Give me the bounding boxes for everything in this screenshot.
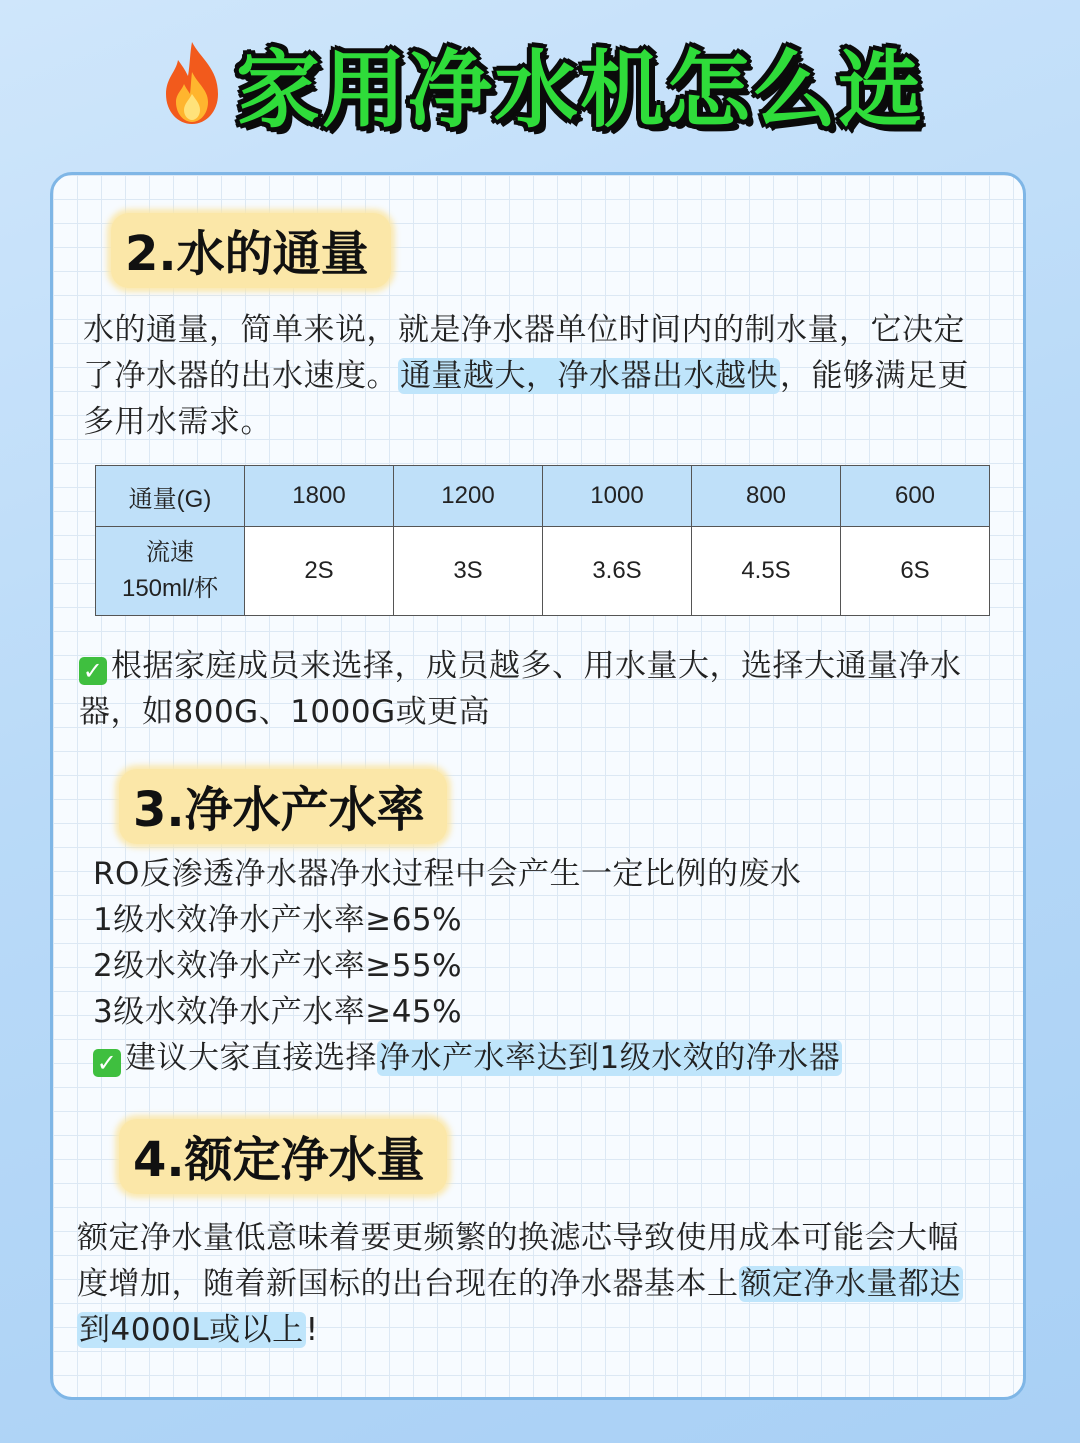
table-cell: 3S — [394, 527, 543, 616]
table-header-label: 通量(G) — [96, 466, 245, 527]
rated-line-1: 额定净水量低意味着要更频繁的换滤芯导致使用成本可能会大幅 — [77, 1220, 959, 1256]
title-banner — [0, 28, 1080, 138]
flux-tip-line-2: 器，如800G、1000G或更高 — [79, 694, 491, 730]
rate-line: 2级水效净水产水率≥55% — [93, 948, 463, 984]
table-row — [96, 466, 990, 527]
section-heading-rate: 3.净水产水率 — [119, 769, 447, 844]
table-cell: 4.5S — [692, 527, 841, 616]
row-label-line: 流速 — [146, 539, 194, 566]
rated-text: 度增加，随着新国标的出台现在的净水器基本上 — [77, 1266, 739, 1302]
table-header-cell: 1800 — [245, 466, 394, 527]
flux-tip-line-1 — [79, 643, 1019, 689]
fire-icon — [156, 38, 228, 128]
section-heading-flux: 2.水的通量 — [111, 213, 391, 288]
rate-highlight: 净水产水率达到1级水效的净水器 — [379, 1040, 841, 1076]
table-cell: 3.6S — [543, 527, 692, 616]
flux-tip-text: 根据家庭成员来选择，成员越多、用水量大，选择大通量净水 — [111, 648, 962, 684]
flux-text: 了净水器的出水速度。 — [83, 358, 398, 394]
flux-highlight: 通量越大，净水器出水越快 — [400, 358, 778, 394]
table-header-cell: 1200 — [394, 466, 543, 527]
flux-table — [95, 465, 990, 616]
rate-tip — [93, 1035, 1013, 1081]
check-icon: ✓ — [79, 657, 107, 685]
flux-text: ，能够满足更 — [780, 358, 969, 394]
table-header-cell: 600 — [841, 466, 990, 527]
table-cell: 2S — [245, 527, 394, 616]
flux-paragraph — [83, 307, 1013, 445]
check-icon: ✓ — [93, 1049, 121, 1077]
table-header-cell: 1000 — [543, 466, 692, 527]
flux-line-3: 多用水需求。 — [83, 404, 272, 440]
rate-line: 3级水效净水产水率≥45% — [93, 994, 463, 1030]
section-heading-rated: 4.额定净水量 — [119, 1119, 447, 1194]
page-title: 家用净水机怎么选 — [235, 40, 924, 139]
table-cell: 6S — [841, 527, 990, 616]
table-row-label — [96, 527, 245, 616]
content-card — [50, 172, 1026, 1400]
flux-line-1: 水的通量，简单来说，就是净水器单位时间内的制水量，它决定 — [83, 312, 965, 348]
rated-text: ! — [305, 1312, 319, 1348]
flux-line-2 — [83, 353, 1013, 399]
table-header-cell: 800 — [692, 466, 841, 527]
rated-line-2 — [77, 1261, 1017, 1307]
rated-highlight: 到4000L或以上 — [79, 1312, 304, 1348]
rate-line: 1级水效净水产水率≥65% — [93, 902, 463, 938]
rate-paragraph — [93, 851, 1013, 1081]
table-row — [96, 527, 990, 616]
flux-tip — [79, 643, 1019, 735]
row-label-line: 150ml/杯 — [121, 575, 219, 602]
rated-highlight: 额定净水量都达 — [740, 1266, 961, 1302]
rated-line-3 — [77, 1307, 1017, 1353]
rate-tip-text: 建议大家直接选择 — [125, 1040, 377, 1076]
rated-paragraph — [77, 1215, 1017, 1353]
rate-line: RO反渗透净水器净水过程中会产生一定比例的废水 — [93, 856, 802, 892]
